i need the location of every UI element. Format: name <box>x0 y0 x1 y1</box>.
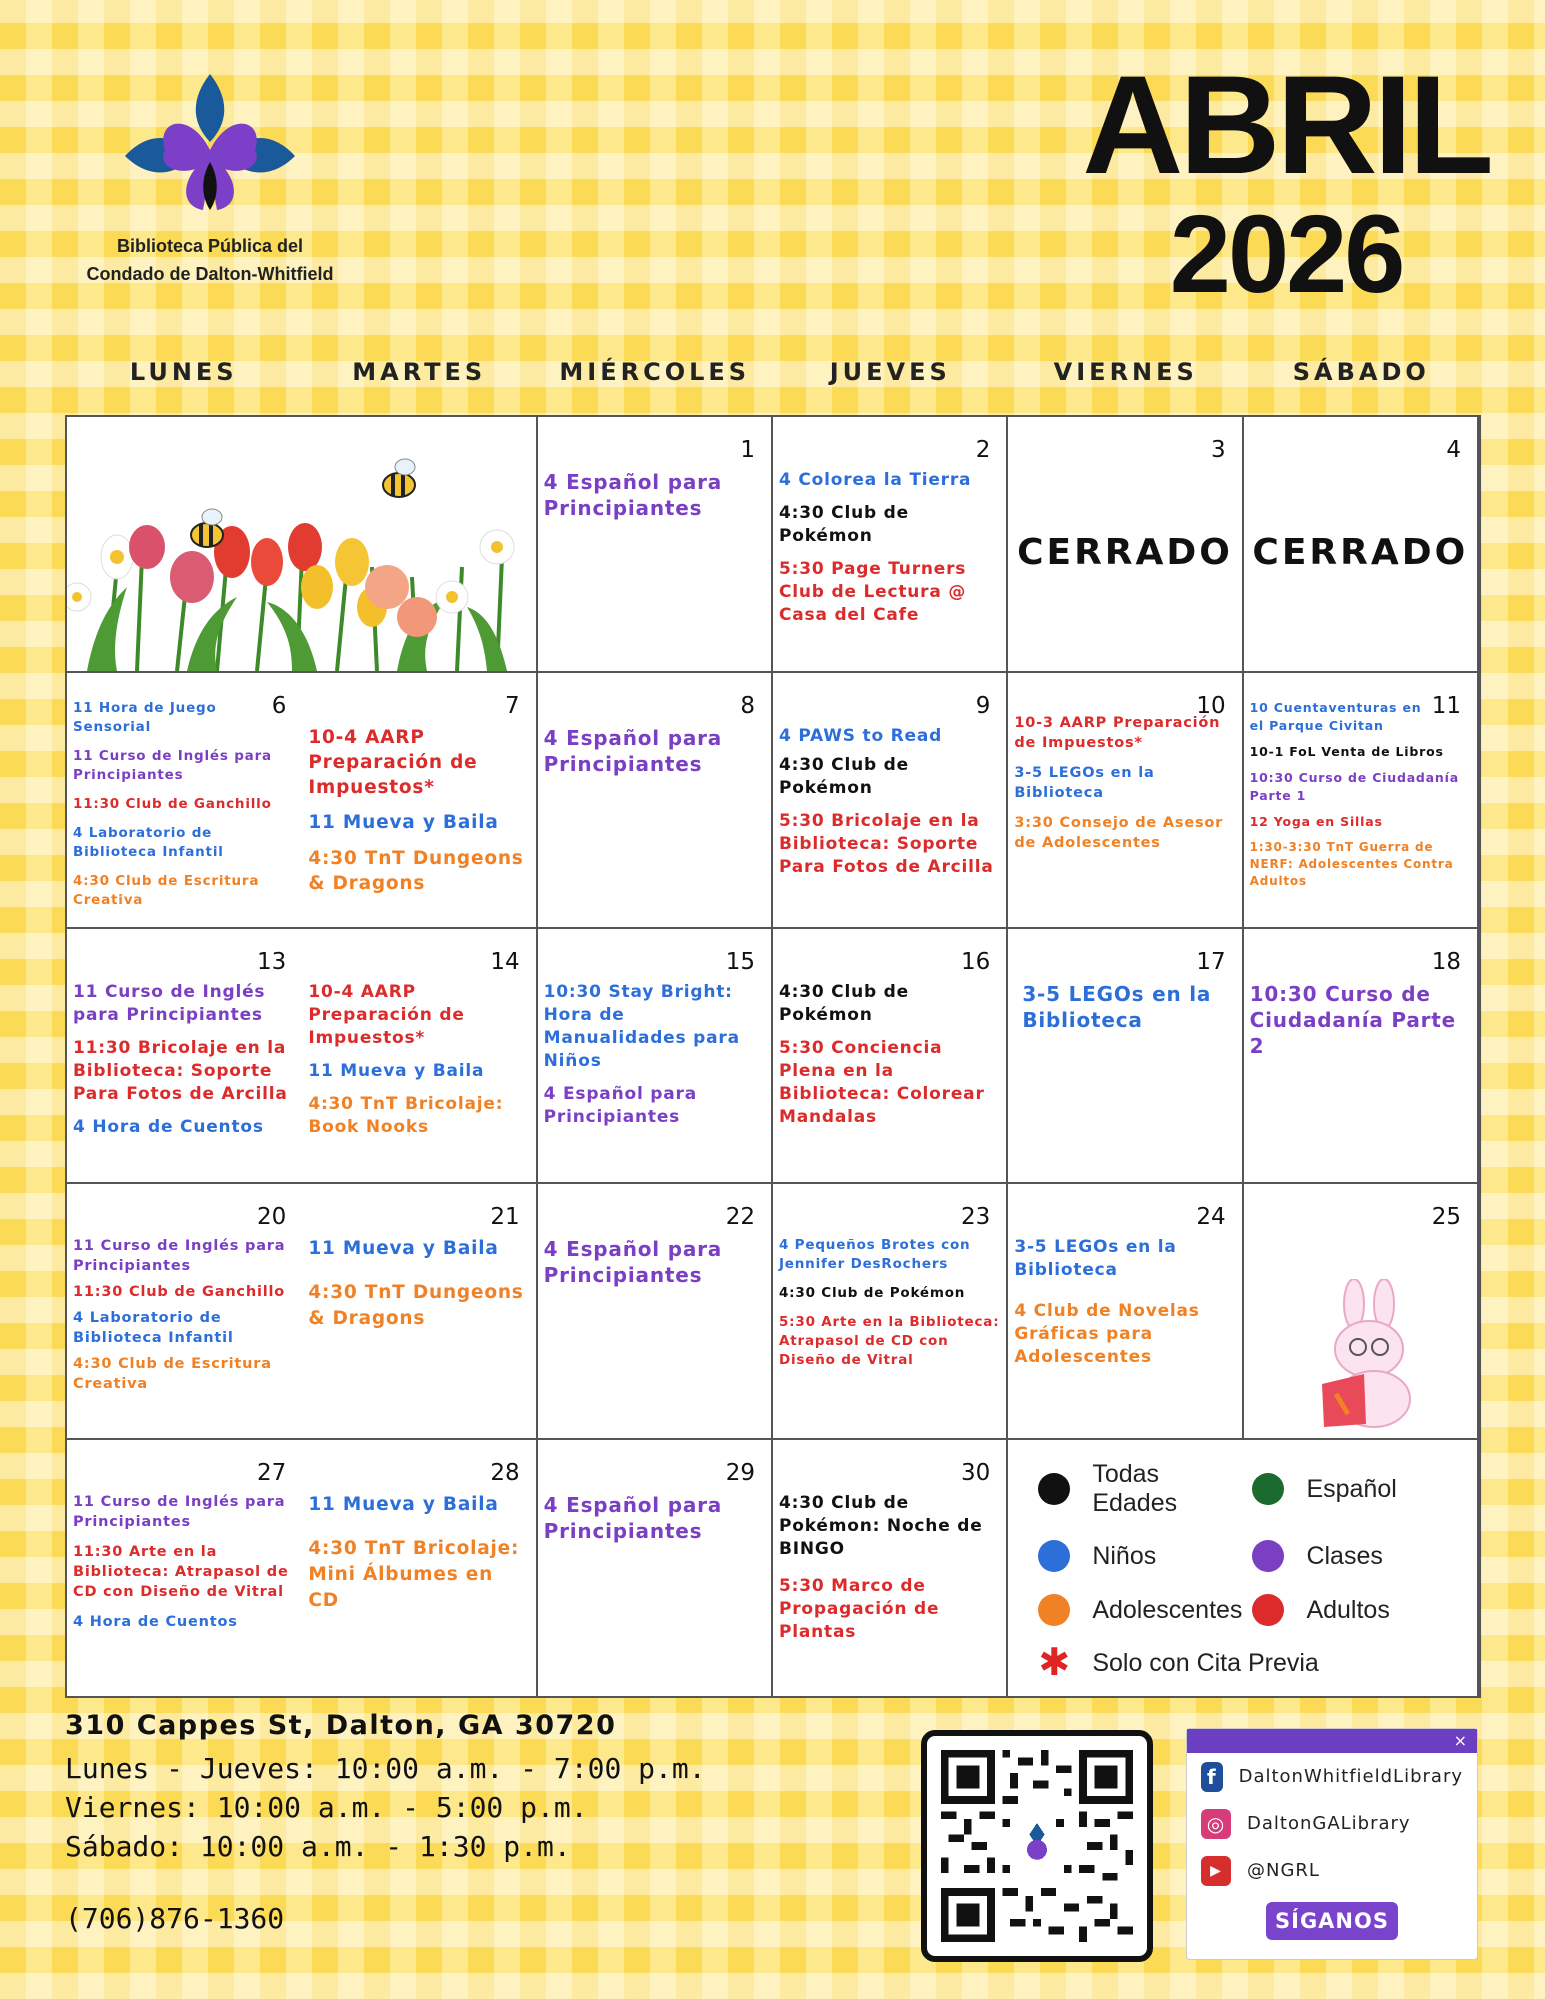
instagram-link[interactable] <box>1187 1800 1477 1847</box>
legend-item-appointment <box>1038 1642 1447 1685</box>
hours-mon-thu: Lunes - Jueves: 10:00 a.m. - 7:00 p.m. <box>65 1752 706 1785</box>
day-cell-30 <box>773 1440 1008 1696</box>
dot-icon <box>1038 1594 1070 1626</box>
day-cell-29 <box>538 1440 773 1696</box>
legend-label: Solo con Cita Previa <box>1092 1648 1319 1677</box>
event: 4:30 Club de Pokémon <box>778 1285 966 1302</box>
day-cell-10 <box>1008 673 1243 929</box>
tulips-bees-icon <box>67 417 537 671</box>
event: 4:30 TnT Dungeons & Dragons <box>308 847 524 894</box>
weekday-wed: MIÉRCOLES <box>559 358 751 386</box>
legend-item-spanish <box>1252 1460 1447 1518</box>
event: 3-5 LEGOs en la Biblioteca <box>1014 764 1155 801</box>
dot-icon <box>1038 1540 1070 1572</box>
youtube-icon: ▶ <box>1201 1856 1231 1886</box>
event: 11:30 Arte en la Biblioteca: Atrapasol de CD con Diseño de Vitral <box>73 1544 289 1601</box>
event: 10-4 AARP Preparación de Impuestos* <box>308 981 465 1048</box>
day-number: 14 <box>490 948 520 975</box>
event: 4 Laboratorio de Biblioteca Infantil <box>73 1310 234 1347</box>
day-number: 3 <box>1211 437 1226 463</box>
day-cell-15 <box>538 929 773 1185</box>
event: 4 Colorea la Tierra <box>778 470 972 490</box>
instagram-handle: DaltonGALibrary <box>1247 1813 1411 1834</box>
facebook-icon: f <box>1201 1762 1223 1792</box>
event: 10-1 FoL Venta de Libros <box>1249 743 1444 759</box>
legend-item-kids <box>1038 1540 1242 1572</box>
event: 4:30 TnT Bricolaje: Mini Álbumes en CD <box>308 1538 520 1612</box>
weekday-thu: JUEVES <box>829 358 951 386</box>
youtube-link[interactable] <box>1187 1847 1477 1894</box>
day-cell-24 <box>1008 1184 1243 1440</box>
event: 4 Laboratorio de Biblioteca Infantil <box>73 824 224 860</box>
day-number: 13 <box>257 948 287 975</box>
event: 5:30 Page Turners Club de Lectura @ Casa del Cafe <box>778 559 967 625</box>
legend-item-adults <box>1252 1594 1447 1626</box>
event: 4 Español para Principiantes <box>543 470 723 520</box>
month-title <box>1082 46 1490 316</box>
hours-fri: Viernes: 10:00 a.m. - 5:00 p.m. <box>65 1791 588 1824</box>
legend-item-teens <box>1038 1594 1242 1626</box>
event: 4 Club de Novelas Gráficas para Adolescentes <box>1014 1301 1200 1368</box>
day-cell-25 <box>1244 1184 1479 1440</box>
day-cell-14 <box>302 929 537 1185</box>
dot-icon <box>1252 1473 1284 1505</box>
event: 4 Hora de Cuentos <box>73 1614 238 1631</box>
event: 4 PAWS to Read <box>778 725 943 746</box>
legend-item-all-ages <box>1038 1460 1242 1518</box>
event: 4:30 Club de Pokémon: Noche de BINGO <box>778 1493 983 1560</box>
event: 10-4 AARP Preparación de Impuestos* <box>308 726 478 798</box>
closed-label: CERRADO <box>1017 532 1233 573</box>
event: 3-5 LEGOs en la Biblioteca <box>1014 1237 1177 1281</box>
event: 11:30 Club de Ganchillo <box>73 795 272 812</box>
day-number: 30 <box>961 1460 991 1487</box>
day-cell-21 <box>302 1184 537 1440</box>
address: 310 Cappes St, Dalton, GA 30720 <box>65 1710 617 1741</box>
event: 11 Curso de Inglés para Principiantes <box>73 1494 286 1531</box>
day-number: 23 <box>961 1204 991 1231</box>
follow-button[interactable]: SÍGANOS <box>1266 1902 1398 1940</box>
day-number: 20 <box>257 1204 287 1231</box>
day-number: 8 <box>740 692 755 719</box>
day-number: 27 <box>257 1460 287 1487</box>
calendar-grid <box>65 415 1481 1698</box>
social-media-box <box>1186 1728 1478 1960</box>
legend-label: Adolescentes <box>1092 1595 1243 1624</box>
event: 5:30 Arte en la Biblioteca: Atrapasol de CD con Diseño de Vitral <box>778 1314 1000 1369</box>
legend-label: Español <box>1306 1474 1397 1503</box>
event: 1:30-3:30 TnT Guerra de NERF: Adolescentes Contra Adultos <box>1249 839 1454 888</box>
day-number: 7 <box>505 692 520 719</box>
weekday-header <box>66 358 1479 386</box>
event: 5:30 Bricolaje en la Biblioteca: Soporte Para Fotos de Arcilla <box>778 810 994 877</box>
day-number: 11 <box>1431 692 1461 719</box>
day-cell-2 <box>773 417 1008 673</box>
event: 10:30 Curso de Ciudadanía Parte 2 <box>1249 981 1457 1058</box>
day-cell-3 <box>1008 417 1243 673</box>
event: 11 Hora de Juego Sensorial <box>73 699 217 735</box>
bunny-reading-icon <box>1314 1279 1424 1429</box>
event: 11 Curso de Inglés para Principiantes <box>73 747 272 783</box>
event: 4 Español para Principiantes <box>543 1493 723 1544</box>
asterisk-icon: ✱ <box>1038 1642 1071 1685</box>
event: 5:30 Marco de Propagación de Plantas <box>778 1576 940 1643</box>
day-cell-1 <box>538 417 773 673</box>
event: 10-3 AARP Preparación de Impuestos* <box>1014 714 1221 751</box>
weekday-tue: MARTES <box>352 358 487 386</box>
legend-label: Clases <box>1306 1541 1383 1570</box>
event: 4:30 TnT Dungeons & Dragons <box>308 1282 524 1330</box>
day-number: 22 <box>725 1204 755 1231</box>
day-number: 18 <box>1431 948 1461 975</box>
legend-label: Niños <box>1092 1541 1157 1570</box>
facebook-link[interactable] <box>1187 1753 1477 1800</box>
flower-logo-icon <box>95 70 325 220</box>
event: 4:30 Club de Pokémon <box>778 503 909 546</box>
library-name-line1: Biblioteca Pública del <box>116 236 304 256</box>
event: 3:30 Consejo de Asesor de Adolescentes <box>1014 814 1224 851</box>
weekday-fri: VIERNES <box>1053 358 1198 386</box>
close-icon[interactable]: × <box>1453 1731 1467 1750</box>
day-cell-22 <box>538 1184 773 1440</box>
day-cell-7 <box>302 673 537 929</box>
event: 4 Español para Principiantes <box>543 1237 723 1288</box>
day-number: 16 <box>961 948 991 975</box>
event: 4 Español para Principiantes <box>543 1083 697 1127</box>
event: 10:30 Curso de Ciudadanía Parte 1 <box>1249 769 1459 803</box>
day-cell-28 <box>302 1440 537 1696</box>
day-cell-9 <box>773 673 1008 929</box>
event: 11 Mueva y Baila <box>308 811 499 833</box>
legend-item-classes <box>1252 1540 1447 1572</box>
event: 3-5 LEGOs en la Biblioteca <box>1022 981 1212 1032</box>
facebook-handle: DaltonWhitfieldLibrary <box>1238 1766 1463 1787</box>
day-number: 6 <box>271 692 287 719</box>
year: 2026 <box>1169 193 1403 316</box>
day-cell-17 <box>1008 929 1243 1185</box>
event: 4 Pequeños Brotes con Jennifer DesRochers <box>778 1237 971 1273</box>
dot-icon <box>1038 1473 1070 1505</box>
day-cell-27 <box>67 1440 302 1696</box>
event: 5:30 Conciencia Plena en la Biblioteca: Colorear Mandalas <box>778 1037 985 1127</box>
day-cell-23 <box>773 1184 1008 1440</box>
day-cell-6 <box>67 673 302 929</box>
event: 11:30 Club de Ganchillo <box>73 1284 286 1301</box>
legend-label: Adultos <box>1306 1595 1390 1624</box>
day-number: 1 <box>740 437 755 463</box>
qr-code-icon <box>941 1750 1133 1942</box>
event: 11 Curso de Inglés para Principiantes <box>73 1238 286 1275</box>
hours-sat: Sábado: 10:00 a.m. - 1:30 p.m. <box>65 1830 571 1863</box>
day-number: 4 <box>1446 437 1461 463</box>
library-name-line2: Condado de Dalton-Whitfield <box>86 264 334 284</box>
day-number: 28 <box>490 1460 520 1487</box>
closed-label: CERRADO <box>1252 532 1469 573</box>
youtube-handle: @NGRL <box>1247 1860 1320 1881</box>
month-name: ABRIL <box>1082 46 1490 203</box>
dot-icon <box>1252 1594 1284 1626</box>
event: 4:30 Club de Escritura Creativa <box>73 872 260 908</box>
event: 11 Mueva y Baila <box>308 1494 499 1516</box>
day-number: 29 <box>725 1460 755 1487</box>
day-number: 25 <box>1431 1204 1461 1231</box>
event: 11 Mueva y Baila <box>308 1238 499 1260</box>
event: 12 Yoga en Sillas <box>1249 813 1383 829</box>
legend-label: Todas Edades <box>1092 1460 1178 1518</box>
event: 11 Curso de Inglés para Principiantes <box>73 981 266 1025</box>
event: 4:30 Club de Pokémon <box>778 754 909 798</box>
event: 11 Mueva y Baila <box>308 1060 485 1081</box>
phone-number[interactable]: (706)876-1360 <box>65 1902 285 1935</box>
day-number: 17 <box>1196 948 1226 975</box>
weekday-mon: LUNES <box>129 358 238 386</box>
event: 10:30 Stay Bright: Hora de Manualidades para Niños <box>543 981 740 1071</box>
day-number: 15 <box>725 948 755 975</box>
event: 4 Hora de Cuentos <box>73 1116 264 1137</box>
day-cell-8 <box>538 673 773 929</box>
event: 4 Español para Principiantes <box>543 725 723 776</box>
day-cell-16 <box>773 929 1008 1185</box>
day-number: 10 <box>1196 692 1226 719</box>
day-number: 24 <box>1196 1204 1226 1231</box>
day-cell-18 <box>1244 929 1479 1185</box>
instagram-icon: ◎ <box>1201 1809 1231 1839</box>
weekday-sat: SÁBADO <box>1292 358 1430 386</box>
bee-icon <box>191 509 223 547</box>
day-cell-13 <box>67 929 302 1185</box>
legend <box>1008 1440 1479 1696</box>
event: 4:30 Club de Escritura Creativa <box>73 1356 272 1393</box>
day-cell-20 <box>67 1184 302 1440</box>
social-header-bar <box>1187 1729 1477 1753</box>
event: 11:30 Bricolaje en la Biblioteca: Soporte Para Fotos de Arcilla <box>73 1037 288 1104</box>
qr-code[interactable] <box>921 1730 1153 1962</box>
dot-icon <box>1252 1540 1284 1572</box>
day-cell-11 <box>1244 673 1479 929</box>
spring-flowers-illustration <box>67 417 538 673</box>
day-number: 9 <box>975 692 991 719</box>
library-info <box>65 1710 706 1935</box>
day-number: 21 <box>490 1204 520 1231</box>
day-cell-4 <box>1244 417 1479 673</box>
day-number: 2 <box>975 437 991 463</box>
library-logo <box>60 70 360 300</box>
event: 10 Cuentaventuras en el Parque Civitan <box>1249 699 1422 733</box>
event: 4:30 Club de Pokémon <box>778 981 909 1025</box>
event: 4:30 TnT Bricolaje: Book Nooks <box>308 1093 504 1137</box>
